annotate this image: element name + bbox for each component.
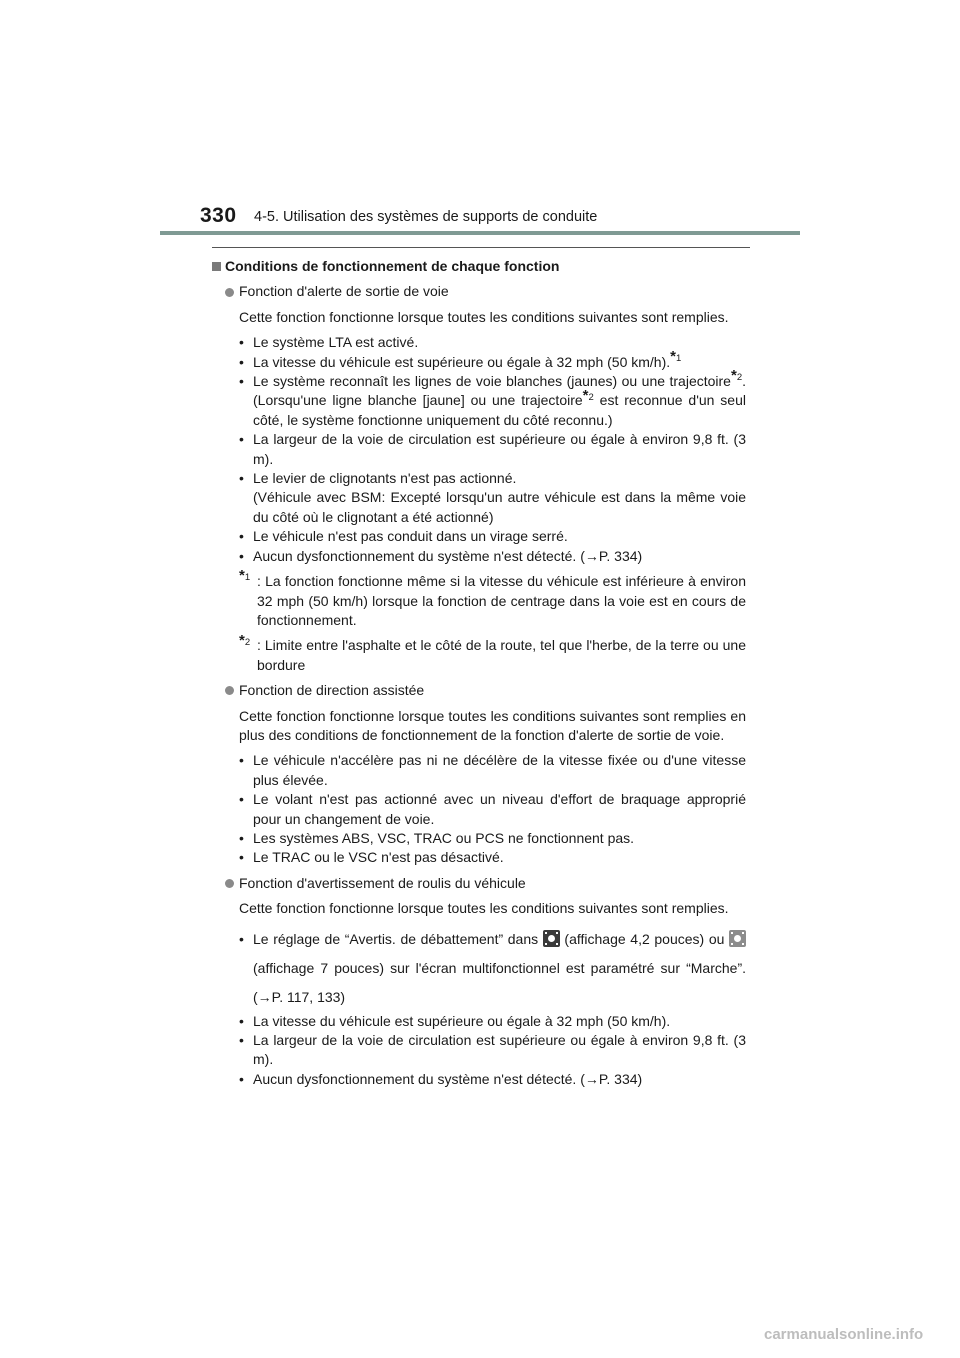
footnote-1	[239, 567, 746, 630]
round-bullet-icon	[225, 879, 234, 888]
list-item: • Les systèmes ABS, VSC, TRAC ou PCS ne fonctionnent pas.	[239, 829, 746, 848]
footnote-marker: *1	[239, 567, 251, 585]
footnote-marker: *2	[239, 631, 251, 649]
page-content	[212, 257, 746, 1095]
subsection-title: Fonction d'avertissement de roulis du véhicule	[239, 874, 526, 891]
settings-icon	[543, 930, 560, 947]
list-item: • Le TRAC ou le VSC n'est pas désactivé.	[239, 848, 746, 867]
settings-icon	[729, 930, 746, 947]
list-item: • Aucun dysfonctionnement du système n'est détecté. (→P. 334)	[239, 547, 746, 566]
list-item: • La vitesse du véhicule est supérieure ou égale à 32 mph (50 km/h).	[239, 1012, 746, 1031]
condition-list	[239, 925, 746, 1090]
section-heading	[212, 257, 746, 276]
footnote-ref: *2	[582, 386, 594, 404]
list-item: • La largeur de la voie de circulation est supérieure ou égale à environ 9,8 ft. (3 m).	[239, 1031, 746, 1070]
footnote-ref: *2	[730, 367, 743, 385]
paragraph: Cette fonction fonctionne lorsque toutes les conditions suivantes sont remplies.	[239, 308, 729, 325]
footnote-ref: *1	[670, 347, 682, 365]
page-number: 330	[200, 204, 237, 227]
subsection-title: Fonction de direction assistée	[239, 682, 425, 699]
footnote-2	[239, 631, 746, 675]
round-bullet-icon	[225, 288, 234, 297]
subsection-title: Fonction d'alerte de sortie de voie	[239, 283, 449, 300]
list-item: • Le levier de clignotants n'est pas actionné. (Véhicule avec BSM: Excepté lorsqu'un autre véhicule est dans la même voie du côté où le clignotant a été actionné)	[239, 469, 746, 527]
header-rule	[160, 231, 800, 235]
subsection-sway-warning	[225, 874, 746, 893]
section-heading-text: Conditions de fonctionnement de chaque fonction	[225, 258, 560, 274]
subsection-steering-assist	[225, 681, 746, 700]
round-bullet-icon	[225, 686, 234, 695]
footnote-text: : La fonction fonctionne même si la vitesse du véhicule est inférieure à environ 32 mph (50 km/h) lorsque la fonction de centrage dans la voie est en cours de fonctionnement.	[257, 573, 746, 628]
list-item: • La largeur de la voie de circulation est supérieure ou égale à environ 9,8 ft. (3 m).	[239, 430, 746, 469]
condition-list	[239, 751, 746, 867]
list-item: • Le véhicule n'accélère pas ni ne décélère de la vitesse fixée ou d'une vitesse plus élevée.	[239, 751, 746, 790]
condition-list	[239, 333, 746, 566]
list-item: • Aucun dysfonctionnement du système n'est détecté. (→P. 334)	[239, 1070, 746, 1089]
square-bullet-icon	[212, 262, 221, 271]
chapter-title: 4-5. Utilisation des systèmes de supports de conduite	[254, 209, 598, 225]
footnote-text: : Limite entre l'asphalte et le côté de la route, tel que l'herbe, de la terre ou une bordure	[257, 637, 746, 673]
list-item-text: La vitesse du véhicule est supérieure ou égale à 32 mph (50 km/h).	[253, 353, 671, 370]
list-item: • Le volant n'est pas actionné avec un niveau d'effort de braquage approprié pour un changement de voie.	[239, 790, 746, 829]
subsection-lane-departure	[225, 282, 746, 301]
list-item: • Le réglage de “Avertis. de débattement” dans (affichage 4,2 pouces) ou (affichage 7 pouces) sur l'écran multifonctionnel est paramétré sur “Marche”. (→P. 117, 133)	[239, 925, 746, 1012]
list-item: • Le système LTA est activé.	[239, 333, 746, 352]
watermark: carmanualsonline.info	[764, 1326, 924, 1343]
paragraph: Cette fonction fonctionne lorsque toutes les conditions suivantes sont remplies en plus des conditions de fonctionnement de la fonction d'alerte de sortie de voie.	[239, 707, 746, 743]
list-item: • Le véhicule n'est pas conduit dans un virage serré.	[239, 527, 746, 546]
paragraph: Cette fonction fonctionne lorsque toutes les conditions suivantes sont remplies.	[239, 900, 729, 917]
page-header	[0, 0, 960, 240]
section-rule	[212, 247, 750, 248]
list-item	[239, 347, 746, 372]
list-item: • Le système reconnaît les lignes de voie blanches (jaunes) ou une trajectoire$^{*2}$. (Lorsqu'une ligne blanche [jaune] ou une trajectoire$^{*2}$ est reconnue d'un seul côté, le système fonctionne uniquement du côté reconnu.)	[239, 372, 746, 430]
